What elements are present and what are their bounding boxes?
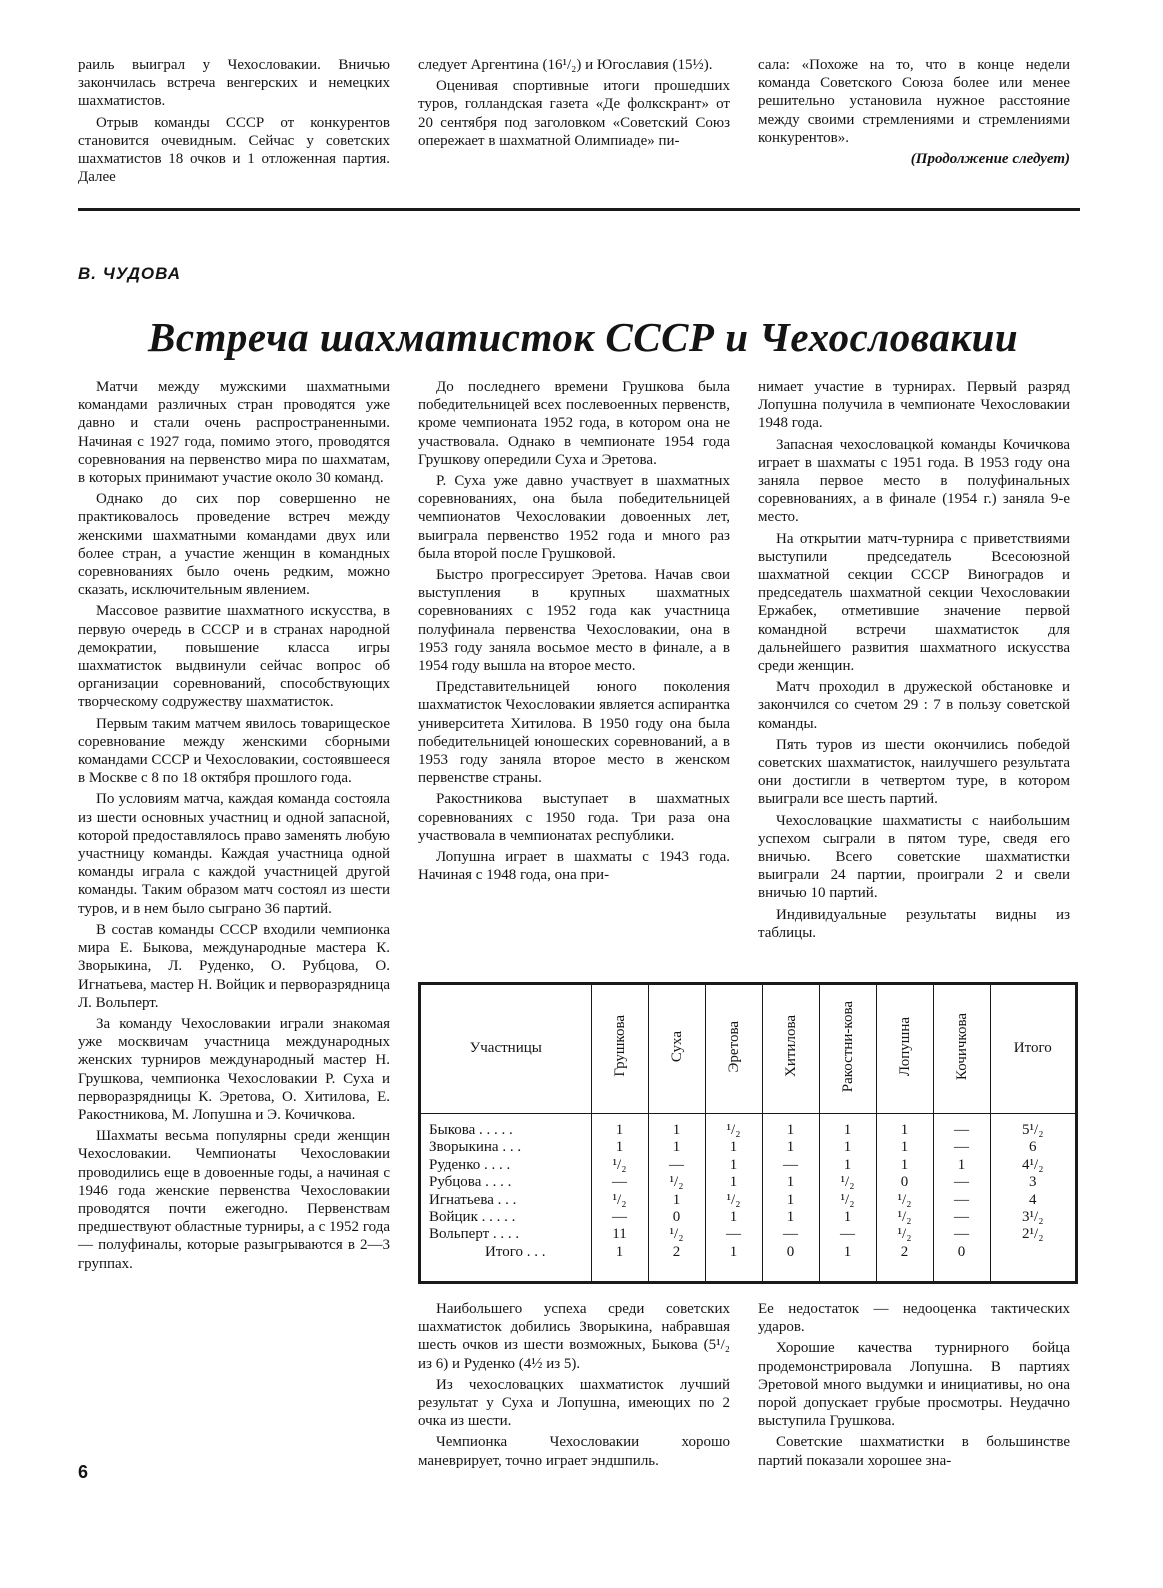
total-score: 6 (1029, 1139, 1037, 1156)
total-cell: 0 (786, 1243, 795, 1260)
score-cell: 1 (900, 1122, 909, 1138)
col1-paragraph: За команду Чехословакии играли знакомая уже москвичам участница международных женских турниров международный мастер Н. Грушкова, чемпионка Чехословакии Р. Суха и перворазрядницы К. Эретова, О. Хитилова, Е. Ракостникова, М. Лопушна и Э. Кочичкова. (78, 1015, 390, 1123)
col2-paragraph: Лопушна играет в шахматы с 1943 года. Начиная с 1948 года, она при- (418, 849, 730, 884)
score-cell: — (840, 1226, 855, 1243)
bottom-column-3 (758, 1300, 1070, 1473)
score-cell: 1 (672, 1191, 681, 1208)
top-col3-p1: сала: «Похоже на то, что в конце недели команда Советского Союза более или менее решительно установила нужное расстояние между своими стремлениями и стремлениями конкурентов». (758, 57, 1070, 146)
column-header: Эретова (705, 985, 762, 1114)
player-name: Рубцова . . . . (429, 1174, 512, 1191)
col1-paragraph: Однако до сих пор совершенно не практиковалось проведение встреч между женскими шахматными командами двух или более стран, а участие женщин в командных соревнованиях было очень редким, можно сказать, исключительным явлением. (78, 491, 390, 599)
score-cell: 1 (786, 1139, 795, 1156)
col1-paragraph: В состав команды СССР входили чемпионка мира Е. Быкова, международные мастера К. Зворыкина, Л. Руденко, О. Рубцова, О. Игнатьева, мастер Н. Войцик и перворазрядница Л. Вольперт. (78, 921, 390, 1011)
total-cell: 1 (843, 1243, 852, 1260)
score-cell: 1 (786, 1191, 795, 1208)
score-cell: ¹/₂ (726, 1191, 741, 1208)
score-cell: 1 (615, 1122, 624, 1138)
col3-paragraph: Индивидуальные результаты видны из таблицы. (758, 906, 1070, 941)
total-row-label: Итого . . . (485, 1243, 546, 1260)
score-cell: — (954, 1226, 969, 1243)
column-header: Хитилова (762, 985, 819, 1114)
table-corner-header: Участницы (421, 985, 591, 1114)
top-column-2 (418, 56, 730, 153)
score-cell: ¹/₂ (669, 1174, 684, 1191)
col2-paragraph: Представительницей юного поколения шахматисток Чехословакии является аспирантка университета Хитилова. В 1950 году она была победительницей юношеских соревнований, а в 1953 году заняла второе место в женском первенстве страны. (418, 679, 730, 787)
top-col1-p2: Отрыв команды СССР от конкурентов становится очевидным. Сейчас у советских шахматистов 18 очков и 1 отложенная партия. Далее (78, 114, 390, 186)
col1-paragraph: Шахматы весьма популярны среди женщин Чехословакии. Чемпионаты Чехословакии проводились еще в довоенные годы, а начиная с 1946 года женские первенства Чехословакии проводятся почти ежегодно. Первенствам предшествуют областные турниры, а с 1952 года — полуфиналы, которые разыгрываются в 2—3 группах. (78, 1128, 390, 1272)
bottom-col2-paragraph: Из чехословацких шахматисток лучший результат у Суха и Лопушна, имеющих по 2 очка из шести. (418, 1376, 730, 1430)
bottom-col2-paragraph: Чемпионка Чехословакии хорошо маневрирует, точно играет эндшпиль. (418, 1434, 730, 1469)
column-header: Кочичкова (933, 985, 990, 1114)
page-number: 6 (78, 1462, 89, 1482)
col3-paragraph: Пять туров из шести окончились победой советских шахматисток, наилучшего результата они достигли в четвертом туре, в котором выиграли все шесть партий. (758, 736, 1070, 808)
total-cell: 0 (957, 1243, 966, 1260)
score-column-total (990, 1114, 1075, 1282)
score-cell: — (612, 1208, 627, 1225)
score-cell: — (669, 1156, 684, 1173)
bottom-column-2 (418, 1300, 730, 1473)
total-score: 4 (1029, 1191, 1037, 1208)
score-cell: — (726, 1226, 741, 1243)
total-cell (991, 1244, 1076, 1261)
col1-paragraph: По условиям матча, каждая команда состояла из шести основных участниц и одной запасной, которой предоставлялось право заменять любую участницу команды. Каждая участница одной команды играла с каждой участницей другой команды. Таким образом матч состоял из шести туров, и в нем было сыграно 36 партий. (78, 791, 390, 917)
score-column-kochichkova (933, 1114, 990, 1282)
score-cell: — (612, 1174, 627, 1191)
score-cell: 1 (729, 1139, 738, 1156)
top-col2-p1: следует Аргентина (16¹/₂) и Югославия (15½). (418, 57, 713, 73)
total-score: 3¹/₂ (1022, 1208, 1044, 1225)
article-author: В. ЧУДОВА (78, 264, 182, 283)
column-header: Суха (648, 985, 705, 1114)
col1-paragraph: Первым таким матчем явилось товарищеское соревнование между женскими сборными командами СССР и Чехословакии, состоявшееся в Москве с 8 по 18 октября прошлого года. (78, 715, 390, 787)
column-header-total: Итого (990, 985, 1075, 1114)
total-score: 3 (1029, 1174, 1037, 1191)
player-name: Зворыкина . . . (429, 1139, 522, 1156)
results-table (421, 985, 1075, 1281)
bottom-col3-paragraph: Советские шахматистки в большинстве партий показали хорошее зна- (758, 1434, 1070, 1469)
score-cell: 1 (729, 1174, 738, 1191)
score-cell: 1 (957, 1156, 966, 1173)
score-cell: — (954, 1139, 969, 1156)
article-column-1 (78, 378, 390, 1276)
score-cell: 1 (900, 1156, 909, 1173)
score-cell: 1 (615, 1139, 624, 1156)
score-cell: — (954, 1174, 969, 1191)
player-name: Вольперт . . . . (429, 1226, 520, 1243)
bottom-col2-paragraph: Наибольшего успеха среди советских шахматисток добились Зворыкина, набравшая шесть очков из шести возможных, Быкова (5¹/₂ из 6) и Руденко (4½ из 5). (418, 1301, 730, 1372)
score-cell: — (954, 1191, 969, 1208)
score-cell: ¹/₂ (726, 1122, 741, 1138)
total-cell: 1 (615, 1243, 624, 1260)
score-cell: ¹/₂ (612, 1156, 627, 1173)
score-cell: ¹/₂ (897, 1191, 912, 1208)
total-cell: 2 (672, 1243, 681, 1260)
bottom-col3-paragraph: Хорошие качества турнирного бойца продемонстрировала Лопушна. В партиях Эретовой много выдумки и инициативы, но она порой допускает грубые просмотры. Неудачно выступила Грушкова. (758, 1340, 1070, 1430)
top-col2-p2: Оценивая спортивные итоги прошедших туров, голландская газета «Де фолкскрант» от 20 сентября под заголовком «Советский Союз опережает в шахматной Олимпиаде» пи- (418, 78, 730, 149)
results-table-frame (418, 982, 1078, 1284)
score-column-khitilova (762, 1114, 819, 1282)
total-score: 4¹/₂ (1022, 1156, 1044, 1173)
score-cell: 1 (786, 1174, 795, 1191)
col2-paragraph: Быстро прогрессирует Эретова. Начав свои выступления в крупных шахматных соревнованиях с 1952 года как участница полуфинала первенства Чехословакии, она в 1953 году заняла восьмое место в финале, а в 1954 году вышла на второе место. (418, 567, 730, 675)
col3-paragraph: нимает участие в турнирах. Первый разряд Лопушна получила в чемпионате Чехословакии 1948 года. (758, 379, 1070, 432)
score-cell: ¹/₂ (840, 1174, 855, 1191)
col1-paragraph: Матчи между мужскими шахматными командами различных стран проводятся уже давно и стали очень распространенными. Начиная с 1927 года, помимо этого, проводятся соревнования на первенство мира по шахматам, в которых принимают участие около 30 команд. (78, 379, 390, 487)
score-column-rakostnikova (819, 1114, 876, 1282)
total-cell: 1 (729, 1243, 738, 1260)
article-column-3 (758, 378, 1070, 945)
col3-paragraph: Запасная чехословацкой команды Кочичкова играет в шахматы с 1951 года. В 1953 году она заняла первое место в полуфинальных соревнованиях, а в финале (1954 г.) заняла 9-е место. (758, 436, 1070, 526)
col2-paragraph: До последнего времени Грушкова была победительницей всех послевоенных первенств, кроме чемпионата 1952 года, в котором она не участвовала. Однако в чемпионате 1954 года Грушкову опередили Суха и Эретова. (418, 379, 730, 468)
score-column-sukha (648, 1114, 705, 1282)
score-cell: 1 (900, 1139, 909, 1156)
player-name: Руденко . . . . (429, 1156, 511, 1173)
column-header: Грушкова (591, 985, 648, 1114)
score-cell: — (783, 1156, 798, 1173)
total-score: 5¹/₂ (1022, 1122, 1044, 1138)
score-cell: 1 (729, 1156, 738, 1173)
score-cell: — (954, 1122, 969, 1138)
player-name: Войцик . . . . . (429, 1208, 516, 1225)
score-cell: — (783, 1226, 798, 1243)
bottom-col3-paragraph: Ее недостаток — недооценка тактических ударов. (758, 1301, 1070, 1336)
top-column-1 (78, 56, 390, 189)
col3-paragraph: На открытии матч-турнира с приветствиями выступили председатель Всесоюзной шахматной секции СССР Виноградов и председатель шахматной секции Чехословакии Ержабек, отметившие значение первой командной встречи шахматисток для дальнейшего развития шахматного искусства среди женщин. (758, 530, 1070, 675)
score-cell: 0 (900, 1174, 909, 1191)
score-cell: 1 (786, 1208, 795, 1225)
col2-paragraph: Р. Суха уже давно участвует в шахматных соревнованиях, она была победительницей чемпионатов Чехословакии довоенных лет, выиграла первенство 1952 года и много раз была второй после Грушковой. (418, 473, 730, 562)
score-cell: ¹/₂ (669, 1226, 684, 1243)
score-cell: 1 (843, 1156, 852, 1173)
continued-note: (Продолжение следует) (910, 151, 1070, 168)
score-column-lopushna (876, 1114, 933, 1282)
col3-paragraph: Чехословацкие шахматисты с наибольшим успехом сыграли в пятом туре, сведя его вничью. Всего советские шахматистки выиграли 24 партии, проиграли 2 и свели вничью 10 партий. (758, 812, 1070, 902)
column-header: Ракостни-кова (819, 985, 876, 1114)
col2-paragraph: Ракостникова выступает в шахматных соревнованиях с 1950 года. Три раза она участвовала в чемпионатах республики. (418, 791, 730, 844)
total-score: 2¹/₂ (1022, 1226, 1044, 1243)
score-cell: 1 (729, 1208, 738, 1225)
player-name: Быкова . . . . . (429, 1122, 513, 1138)
score-cell: ¹/₂ (897, 1208, 912, 1225)
player-names-column (421, 1114, 591, 1282)
score-cell: 0 (672, 1208, 681, 1225)
score-cell: 1 (672, 1122, 681, 1138)
total-cell: 2 (900, 1243, 909, 1260)
article-title: Встреча шахматисток СССР и Чехословакии (148, 314, 1019, 360)
col3-paragraph: Матч проходил в дружеской обстановке и закончился со счетом 29 : 7 в пользу советской команды. (758, 679, 1070, 732)
column-header: Лопушна (876, 985, 933, 1114)
score-cell: 1 (843, 1139, 852, 1156)
score-cell: ¹/₂ (840, 1191, 855, 1208)
article-column-2 (418, 378, 730, 887)
score-cell: 11 (612, 1226, 627, 1243)
score-cell: — (954, 1208, 969, 1225)
top-col1-p1: раиль выиграл у Чехословакии. Вничью закончилась встреча венгерских и немецких шахматистов. (78, 57, 390, 110)
score-cell: 1 (672, 1139, 681, 1156)
section-divider (78, 208, 1080, 211)
score-cell: ¹/₂ (612, 1191, 627, 1208)
col1-paragraph: Массовое развитие шахматного искусства, в первую очередь в СССР и в странах народной демократии, повышение класса игры шахматисток выдвинули сейчас вопрос об организации соревнований, способствующих творческому содружеству шахматисток. (78, 603, 390, 711)
top-column-3 (758, 56, 1070, 171)
score-column-grushkova (591, 1114, 648, 1282)
score-cell: 1 (843, 1122, 852, 1138)
score-cell: ¹/₂ (897, 1226, 912, 1243)
score-column-eretova (705, 1114, 762, 1282)
score-cell: 1 (786, 1122, 795, 1138)
score-cell: 1 (843, 1208, 852, 1225)
player-name: Игнатьева . . . (429, 1191, 517, 1208)
